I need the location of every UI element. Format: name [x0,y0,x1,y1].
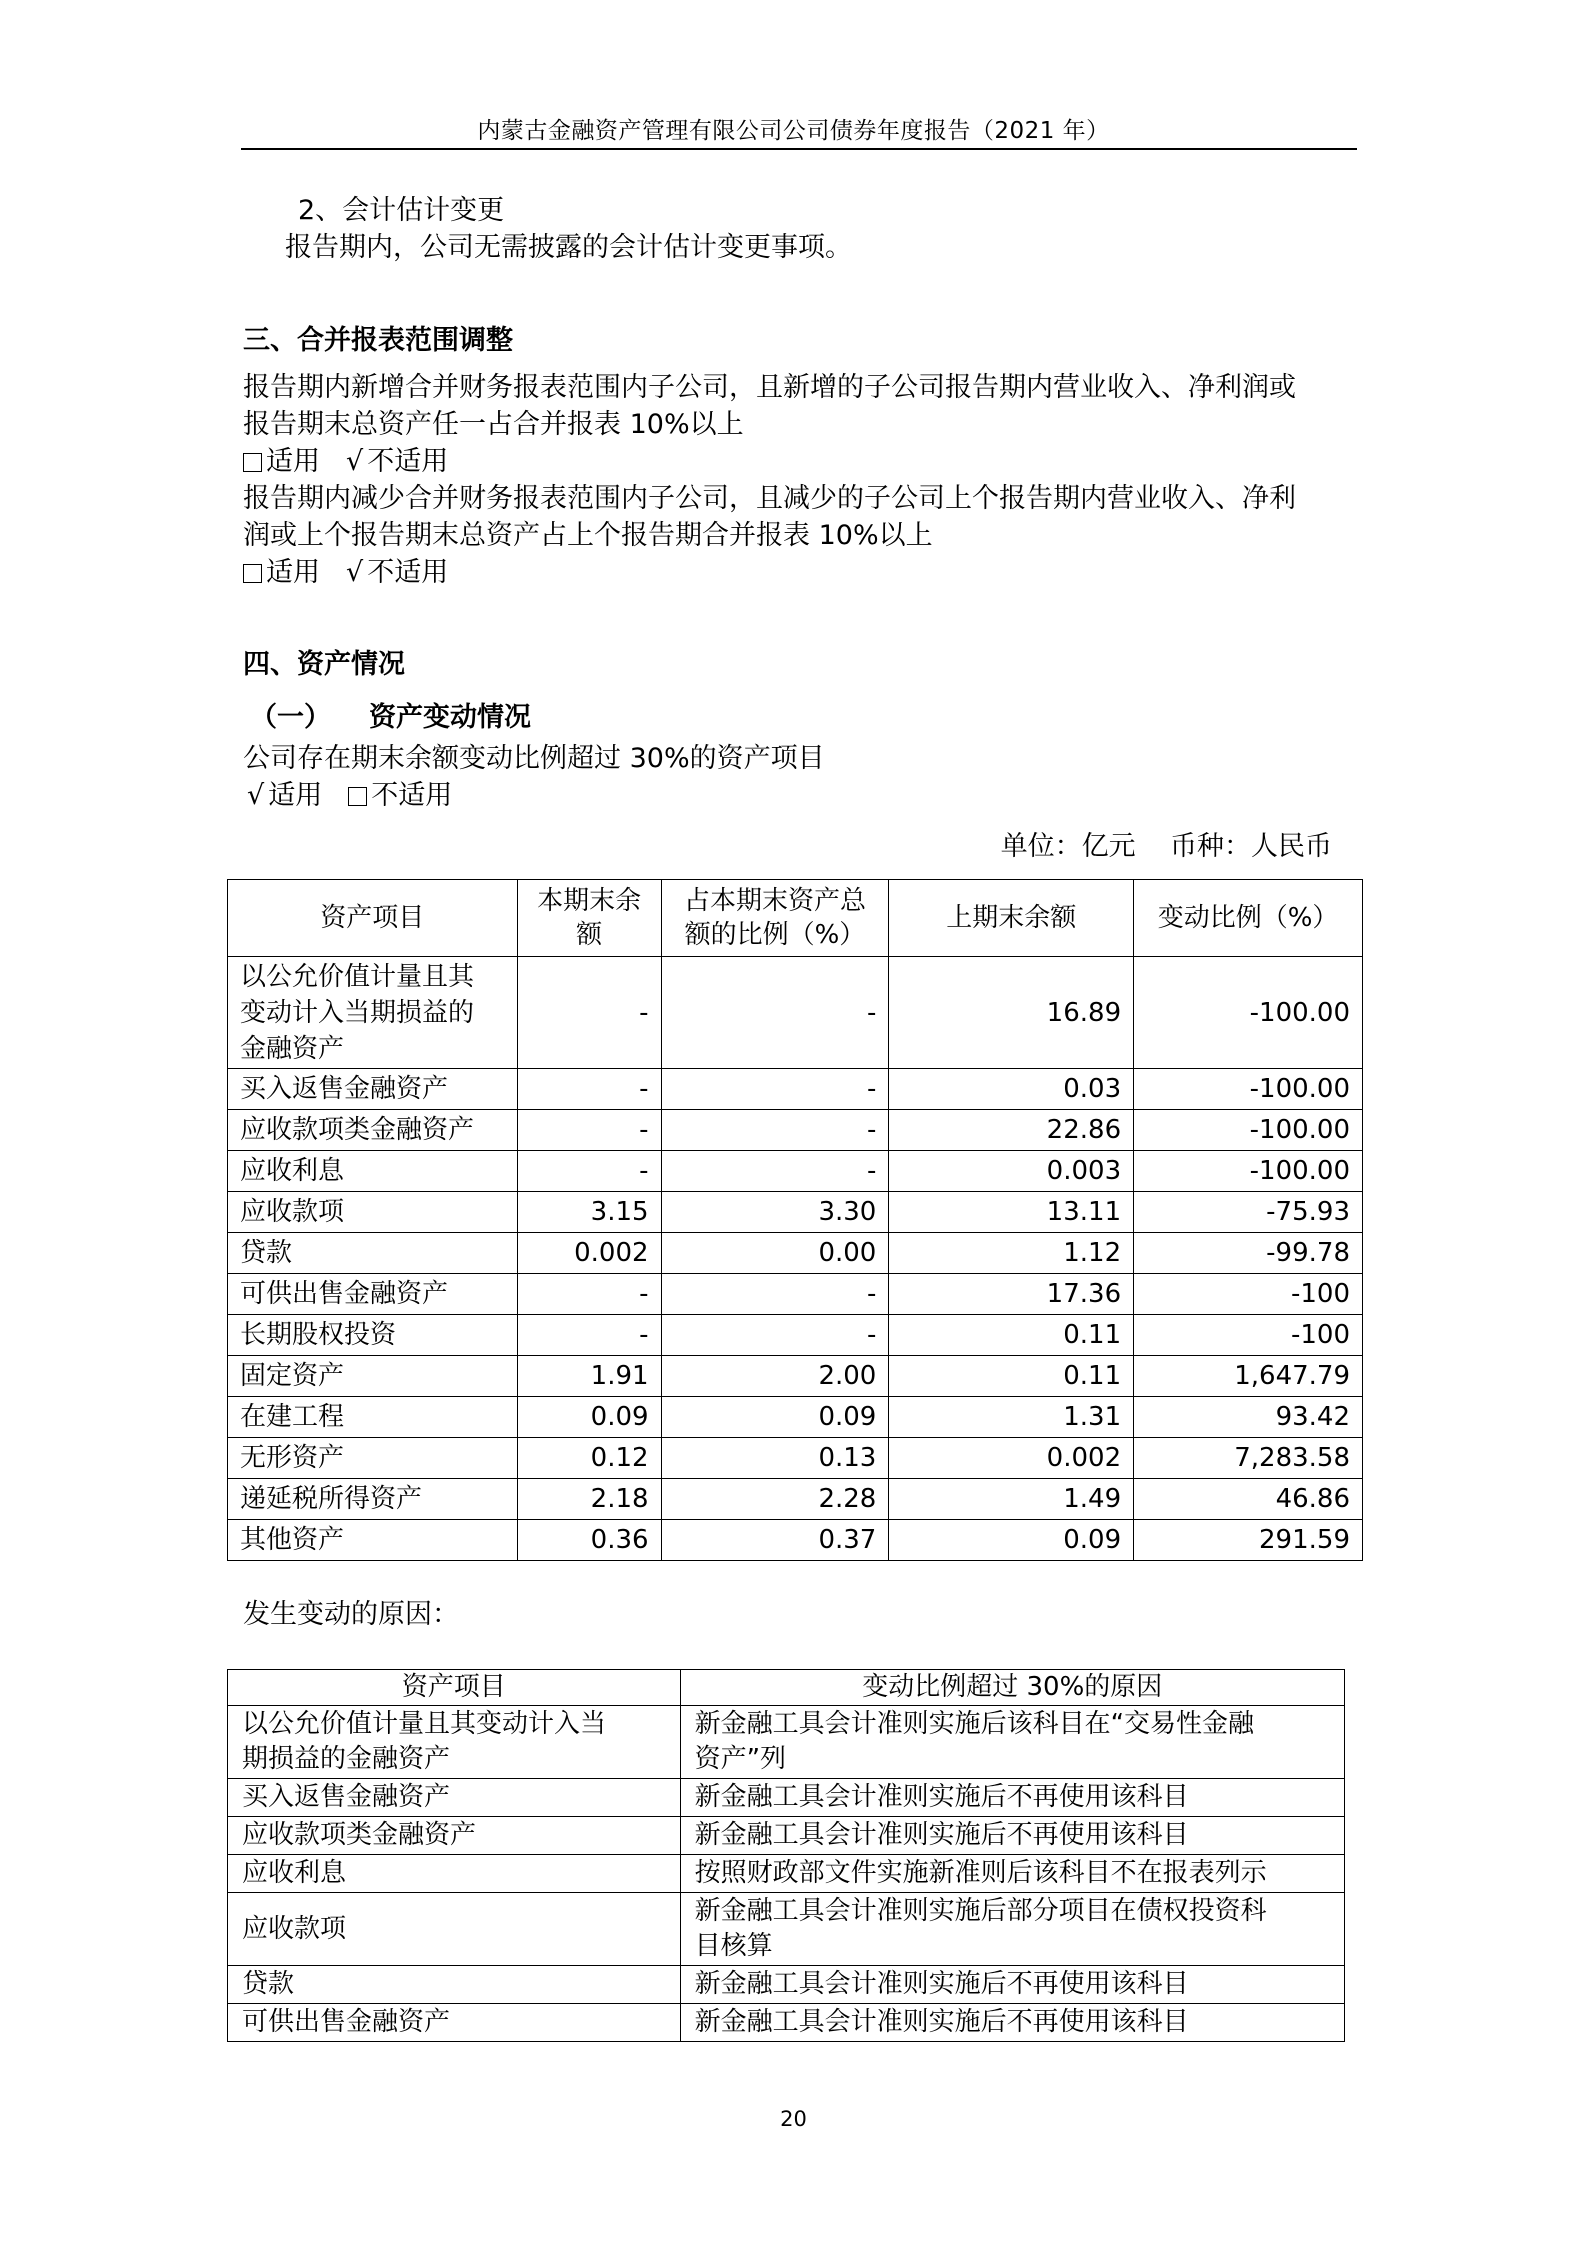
cell-asset-item: 贷款 [228,1966,681,2004]
cell-change-ratio: -99.78 [1134,1233,1363,1274]
asset-change-table [227,879,1363,1561]
table-row [228,1779,1345,1817]
cell-ratio: - [661,1274,889,1315]
cell-asset-item: 以公允价值计量且其 变动计入当期损益的 金融资产 [228,957,518,1069]
cell-asset-item: 无形资产 [228,1438,518,1479]
option-not-applicable-label: 不适用 [367,446,449,477]
table-row [228,1397,1363,1438]
header-change-ratio: 变动比例（%） [1134,880,1363,957]
cell-change-ratio: -100.00 [1134,1110,1363,1151]
cell-reason: 新金融工具会计准则实施后不再使用该科目 [680,1817,1344,1855]
cell-current-balance: 2.18 [517,1479,661,1520]
table-row [228,1966,1345,2004]
consolidation-para2-line1: 报告期内减少合并财务报表范围内子公司，且减少的子公司上个报告期内营业收入、净利 [243,483,1296,514]
cell-asset-item: 长期股权投资 [228,1315,518,1356]
cell-ratio: 0.37 [661,1520,889,1561]
table-row [228,1893,1345,1966]
header-reason: 变动比例超过 30%的原因 [680,1670,1344,1706]
change-reasons-table [227,1669,1345,2042]
cell-current-balance: - [517,1110,661,1151]
checkbox-empty-icon [243,564,262,583]
checkmark-icon: √ [247,780,265,811]
cell-ratio: 2.28 [661,1479,889,1520]
header-prior-balance: 上期末余额 [889,880,1134,957]
cell-change-ratio: -100.00 [1134,1069,1363,1110]
cell-prior-balance: 0.002 [889,1438,1134,1479]
cell-current-balance: 0.002 [517,1233,661,1274]
cell-change-ratio: -100.00 [1134,957,1363,1069]
checkbox-empty-icon [243,453,262,472]
section-heading-assets: 四、资产情况 [243,649,405,680]
header-asset-item: 资产项目 [228,880,518,957]
cell-reason: 按照财政部文件实施新准则后该科目不在报表列示 [680,1855,1344,1893]
option-applicable-label: 适用 [268,780,323,811]
cell-change-ratio: -75.93 [1134,1192,1363,1233]
cell-change-ratio: -100 [1134,1315,1363,1356]
subheading-number: （一） [250,702,331,733]
consolidation-option-row-2 [243,554,448,591]
table-row [228,1356,1363,1397]
page-number: 20 [780,2107,807,2131]
cell-current-balance: - [517,1069,661,1110]
unit-currency-label: 单位：亿元 币种：人民币 [1000,831,1332,862]
checkmark-icon: √ [346,446,364,477]
cell-prior-balance: 0.09 [889,1520,1134,1561]
cell-reason: 新金融工具会计准则实施后部分项目在债权投资科 目核算 [680,1893,1344,1966]
cell-current-balance: 0.12 [517,1438,661,1479]
cell-ratio: 2.00 [661,1356,889,1397]
table-row [228,1520,1363,1561]
consolidation-para2-line2: 润或上个报告期末总资产占上个报告期合并报表 10%以上 [243,520,933,551]
cell-prior-balance: 17.36 [889,1274,1134,1315]
table-row [228,1192,1363,1233]
table-row [228,1438,1363,1479]
cell-ratio: - [661,1110,889,1151]
table-row [228,1151,1363,1192]
cell-reason: 新金融工具会计准则实施后不再使用该科目 [680,1779,1344,1817]
cell-asset-item: 可供出售金融资产 [228,2004,681,2042]
cell-current-balance: 0.09 [517,1397,661,1438]
cell-current-balance: - [517,957,661,1069]
table-row [228,1706,1345,1779]
cell-asset-item: 应收款项 [228,1192,518,1233]
cell-ratio: 0.13 [661,1438,889,1479]
cell-ratio: - [661,1151,889,1192]
cell-ratio: - [661,957,889,1069]
consolidation-option-row-1 [243,443,448,480]
table-row [228,1817,1345,1855]
cell-change-ratio: 93.42 [1134,1397,1363,1438]
cell-asset-item: 应收款项类金融资产 [228,1817,681,1855]
cell-current-balance: 1.91 [517,1356,661,1397]
table-row [228,1069,1363,1110]
table-row [228,1855,1345,1893]
cell-prior-balance: 16.89 [889,957,1134,1069]
table-row [228,1315,1363,1356]
checkbox-empty-icon [348,787,367,806]
cell-asset-item: 其他资产 [228,1520,518,1561]
cell-current-balance: 3.15 [517,1192,661,1233]
table-row [228,1110,1363,1151]
table-row [228,1274,1363,1315]
cell-asset-item: 应收款项 [228,1893,681,1966]
cell-prior-balance: 0.11 [889,1315,1134,1356]
cell-change-ratio: 46.86 [1134,1479,1363,1520]
cell-current-balance: - [517,1315,661,1356]
cell-reason: 新金融工具会计准则实施后不再使用该科目 [680,2004,1344,2042]
cell-asset-item: 在建工程 [228,1397,518,1438]
section-text-estimate-change: 报告期内，公司无需披露的会计估计变更事项。 [285,232,852,263]
section-heading-estimate-change: 2、会计估计变更 [298,195,505,226]
table-header-row [228,880,1363,957]
cell-asset-item: 固定资产 [228,1356,518,1397]
table-row [228,957,1363,1069]
cell-prior-balance: 1.31 [889,1397,1134,1438]
cell-prior-balance: 0.11 [889,1356,1134,1397]
cell-reason: 新金融工具会计准则实施后不再使用该科目 [680,1966,1344,2004]
cell-asset-item: 应收利息 [228,1151,518,1192]
subheading-asset-changes [250,695,531,734]
checkmark-icon: √ [346,557,364,588]
cell-current-balance: - [517,1151,661,1192]
cell-prior-balance: 0.003 [889,1151,1134,1192]
cell-reason: 新金融工具会计准则实施后该科目在“交易性金融 资产”列 [680,1706,1344,1779]
cell-change-ratio: -100 [1134,1274,1363,1315]
option-applicable-label: 适用 [266,446,320,477]
cell-asset-item: 买入返售金融资产 [228,1069,518,1110]
option-applicable-label: 适用 [266,557,320,588]
cell-ratio: - [661,1315,889,1356]
cell-asset-item: 应收利息 [228,1855,681,1893]
cell-asset-item: 贷款 [228,1233,518,1274]
cell-prior-balance: 13.11 [889,1192,1134,1233]
page-header-title: 内蒙古金融资产管理有限公司公司债券年度报告（2021 年） [477,118,1110,144]
cell-ratio: 0.09 [661,1397,889,1438]
table-row [228,2004,1345,2042]
header-asset-item: 资产项目 [228,1670,681,1706]
header-divider [241,148,1357,150]
cell-prior-balance: 22.86 [889,1110,1134,1151]
cell-ratio: 3.30 [661,1192,889,1233]
change-reasons-label: 发生变动的原因： [243,1599,459,1630]
cell-asset-item: 以公允价值计量且其变动计入当 期损益的金融资产 [228,1706,681,1779]
cell-asset-item: 应收款项类金融资产 [228,1110,518,1151]
table-header-row [228,1670,1345,1706]
cell-change-ratio: 1,647.79 [1134,1356,1363,1397]
cell-current-balance: - [517,1274,661,1315]
cell-ratio: - [661,1069,889,1110]
cell-change-ratio: -100.00 [1134,1151,1363,1192]
cell-current-balance: 0.36 [517,1520,661,1561]
cell-change-ratio: 7,283.58 [1134,1438,1363,1479]
option-not-applicable-label: 不适用 [371,780,453,811]
asset-change-option-row [247,777,452,814]
consolidation-para1-line1: 报告期内新增合并财务报表范围内子公司，且新增的子公司报告期内营业收入、净利润或 [243,372,1296,403]
header-current-balance: 本期末余 额 [517,880,661,957]
cell-prior-balance: 0.03 [889,1069,1134,1110]
cell-prior-balance: 1.12 [889,1233,1134,1274]
table-row [228,1479,1363,1520]
cell-asset-item: 买入返售金融资产 [228,1779,681,1817]
asset-change-intro: 公司存在期末余额变动比例超过 30%的资产项目 [243,743,825,774]
cell-prior-balance: 1.49 [889,1479,1134,1520]
consolidation-para1-line2: 报告期末总资产任一占合并报表 10%以上 [243,409,744,440]
cell-change-ratio: 291.59 [1134,1520,1363,1561]
cell-asset-item: 递延税所得资产 [228,1479,518,1520]
section-heading-consolidation: 三、合并报表范围调整 [243,325,513,356]
header-ratio: 占本期末资产总 额的比例（%） [661,880,889,957]
cell-ratio: 0.00 [661,1233,889,1274]
table-row [228,1233,1363,1274]
option-not-applicable-label: 不适用 [367,557,449,588]
cell-asset-item: 可供出售金融资产 [228,1274,518,1315]
subheading-text: 资产变动情况 [369,702,531,733]
